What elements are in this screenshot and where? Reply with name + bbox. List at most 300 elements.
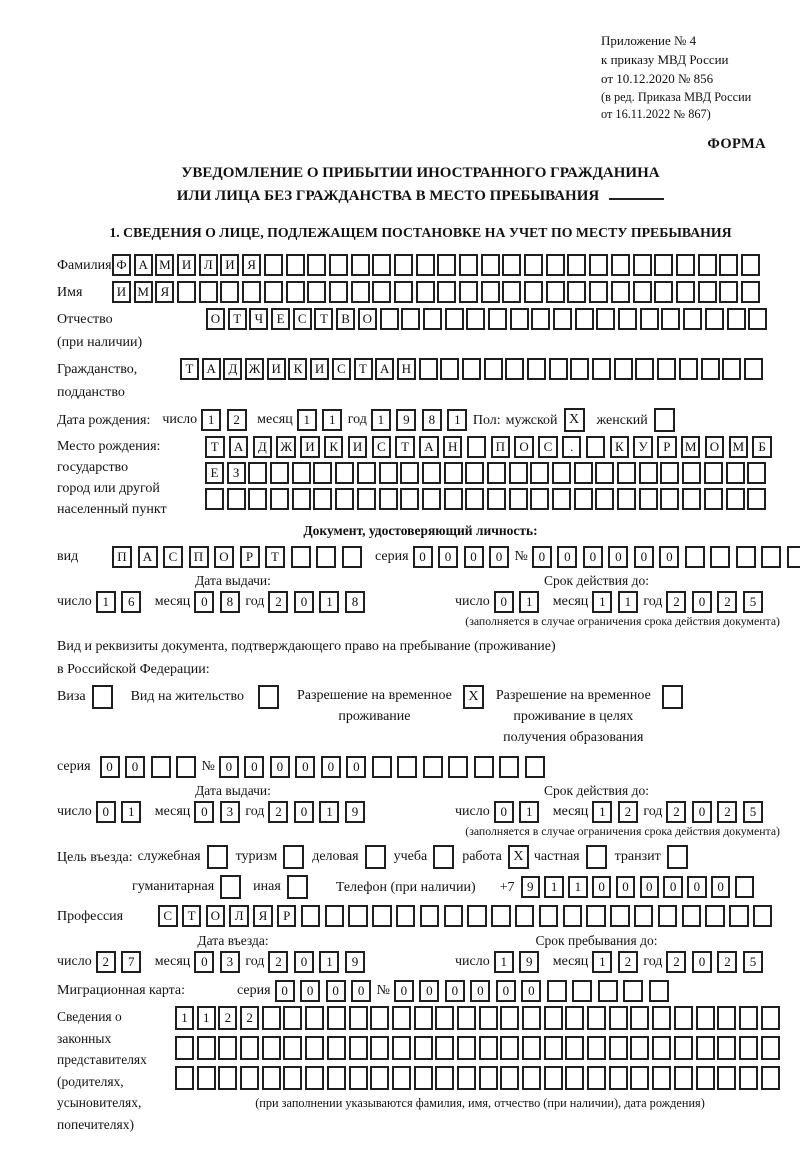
cell[interactable] [487,488,506,510]
cell[interactable]: С [158,905,178,927]
male-checkbox[interactable]: X [564,408,585,432]
cell[interactable]: Т [265,546,285,568]
citizenship-cells[interactable] [180,358,766,380]
cell[interactable] [552,488,571,510]
cell[interactable]: О [206,308,225,330]
cell[interactable] [392,1066,411,1090]
cell[interactable]: 0 [583,546,603,568]
cell[interactable] [524,254,543,276]
cell[interactable] [575,308,594,330]
valid-day-cells[interactable] [494,801,545,823]
cell[interactable] [484,358,503,380]
cell[interactable] [546,254,565,276]
cell[interactable] [370,1066,389,1090]
cell[interactable]: 1 [121,801,141,823]
cell[interactable] [467,905,487,927]
cell[interactable]: Т [395,436,415,458]
cell[interactable] [598,980,618,1002]
cell[interactable] [515,905,535,927]
cell[interactable] [487,462,506,484]
birth-day-cells[interactable] [201,409,252,431]
cell[interactable]: И [267,358,286,380]
cell[interactable] [264,281,283,303]
cell[interactable]: 0 [557,546,577,568]
cell[interactable] [726,462,745,484]
cell[interactable] [444,488,463,510]
issue-month-cells[interactable] [194,591,245,613]
cell[interactable]: 1 [201,409,221,431]
cell[interactable] [544,1066,563,1090]
cell[interactable]: Д [223,358,242,380]
cell[interactable] [640,308,659,330]
cell[interactable] [639,488,658,510]
cell[interactable] [676,281,695,303]
cell[interactable] [500,1006,519,1030]
cell[interactable] [530,462,549,484]
cell[interactable]: 2 [268,801,288,823]
cell[interactable]: М [134,281,153,303]
cell[interactable] [301,905,321,927]
cell[interactable]: 3 [220,951,240,973]
cell[interactable]: 1 [592,951,612,973]
cell[interactable] [739,1006,758,1030]
cell[interactable]: 9 [519,951,539,973]
cell[interactable] [592,358,611,380]
cell[interactable] [701,358,720,380]
cell[interactable] [435,1006,454,1030]
birth-place-row2-cells[interactable] [205,462,776,484]
cell[interactable]: 0 [470,980,490,1002]
cell[interactable] [416,281,435,303]
cell[interactable] [586,905,606,927]
cell[interactable]: И [300,436,320,458]
cell[interactable]: П [112,546,132,568]
cell[interactable] [654,281,673,303]
cell[interactable]: С [332,358,351,380]
profession-cells[interactable] [158,905,777,927]
purpose-checkbox[interactable] [433,845,454,869]
cell[interactable] [396,905,416,927]
cell[interactable] [609,1036,628,1060]
cell[interactable] [397,756,417,778]
cell[interactable]: 0 [96,801,116,823]
cell[interactable] [175,1066,194,1090]
cell[interactable] [634,905,654,927]
cell[interactable] [151,756,171,778]
valid-day-cells[interactable] [494,591,545,613]
valid-month-cells[interactable] [592,801,643,823]
cell[interactable] [199,281,218,303]
cell[interactable] [589,254,608,276]
cell[interactable] [717,1036,736,1060]
cell[interactable]: 0 [634,546,654,568]
cell[interactable]: 0 [194,951,214,973]
cell[interactable] [563,905,583,927]
cell[interactable] [747,462,766,484]
cell[interactable]: И [177,254,196,276]
cell[interactable] [674,1066,693,1090]
entry-year-cells[interactable] [268,951,370,973]
cell[interactable] [459,254,478,276]
cell[interactable]: 1 [297,409,317,431]
cell[interactable] [218,1066,237,1090]
cell[interactable] [423,308,442,330]
cell[interactable]: В [336,308,355,330]
cell[interactable]: Р [657,436,677,458]
cell[interactable] [587,1036,606,1060]
cell[interactable]: 0 [438,546,458,568]
cell[interactable]: 2 [227,409,247,431]
cell[interactable] [242,281,261,303]
cell[interactable]: Л [229,905,249,927]
cell[interactable] [435,1066,454,1090]
cell[interactable]: Е [271,308,290,330]
cell[interactable]: Т [182,905,202,927]
cell[interactable]: 3 [220,801,240,823]
cell[interactable] [587,1006,606,1030]
cell[interactable] [466,308,485,330]
cell[interactable] [372,756,392,778]
cell[interactable]: 0 [489,546,509,568]
cell[interactable]: 0 [592,876,612,898]
cell[interactable]: К [288,358,307,380]
cell[interactable] [685,546,705,568]
cell[interactable] [565,1066,584,1090]
cell[interactable] [609,1066,628,1090]
cell[interactable] [205,488,224,510]
cell[interactable] [682,488,701,510]
cell[interactable]: 5 [743,801,763,823]
cell[interactable]: 2 [717,951,737,973]
cell[interactable] [313,462,332,484]
cell[interactable] [618,308,637,330]
cell[interactable] [437,281,456,303]
cell[interactable]: 8 [220,591,240,613]
cell[interactable] [197,1066,216,1090]
cell[interactable] [392,1006,411,1030]
cell[interactable] [719,281,738,303]
cell[interactable] [422,462,441,484]
cell[interactable]: 0 [659,546,679,568]
cell[interactable]: А [229,436,249,458]
cell[interactable]: 0 [394,980,414,1002]
cell[interactable]: 0 [419,980,439,1002]
cell[interactable] [176,756,196,778]
cell[interactable] [465,488,484,510]
cell[interactable] [400,488,419,510]
cell[interactable]: 1 [319,801,339,823]
cell[interactable]: 0 [294,801,314,823]
cell[interactable]: 0 [692,951,712,973]
cell[interactable] [283,1066,302,1090]
cell[interactable] [481,254,500,276]
cell[interactable]: 1 [618,591,638,613]
cell[interactable]: 1 [544,876,564,898]
visa-checkbox[interactable] [92,685,113,709]
cell[interactable]: 0 [494,801,514,823]
cell[interactable]: 0 [125,756,145,778]
cell[interactable]: 5 [743,591,763,613]
cell[interactable] [414,1036,433,1060]
patronymic-cells[interactable] [206,308,770,330]
cell[interactable] [177,281,196,303]
cell[interactable] [717,1066,736,1090]
cell[interactable] [462,358,481,380]
cell[interactable] [372,281,391,303]
cell[interactable] [270,462,289,484]
cell[interactable] [505,358,524,380]
cell[interactable] [586,436,606,458]
birth-place-row1-cells[interactable] [205,436,776,458]
cell[interactable]: А [375,358,394,380]
cell[interactable]: 2 [96,951,116,973]
cell[interactable]: И [220,254,239,276]
cell[interactable]: Н [443,436,463,458]
cell[interactable] [611,254,630,276]
cell[interactable] [264,254,283,276]
cell[interactable]: Ч [249,308,268,330]
cell[interactable] [589,281,608,303]
cell[interactable] [479,1006,498,1030]
cell[interactable] [676,254,695,276]
cell[interactable] [552,462,571,484]
cell[interactable] [262,1006,281,1030]
cell[interactable] [325,905,345,927]
cell[interactable]: 0 [346,756,366,778]
cell[interactable] [435,1036,454,1060]
cell[interactable]: О [514,436,534,458]
cell[interactable] [549,358,568,380]
cell[interactable] [787,546,800,568]
cell[interactable] [329,254,348,276]
cell[interactable] [197,1036,216,1060]
cell[interactable]: У [633,436,653,458]
cell[interactable]: . [562,436,582,458]
cell[interactable] [481,281,500,303]
cell[interactable] [652,1006,671,1030]
cell[interactable]: 1 [319,951,339,973]
cell[interactable]: Т [180,358,199,380]
temp-residence-education-checkbox[interactable] [662,685,683,709]
cell[interactable] [587,1066,606,1090]
cell[interactable] [500,1066,519,1090]
cell[interactable] [652,1036,671,1060]
cell[interactable]: А [134,254,153,276]
cell[interactable]: 0 [294,591,314,613]
cell[interactable]: 0 [275,980,295,1002]
cell[interactable] [567,281,586,303]
cell[interactable]: 1 [494,951,514,973]
cell[interactable]: С [163,546,183,568]
cell[interactable]: 0 [640,876,660,898]
cell[interactable]: С [538,436,558,458]
issue-year-cells[interactable] [268,801,370,823]
cell[interactable]: 1 [519,591,539,613]
birth-place-row3-cells[interactable] [205,488,776,510]
cell[interactable]: 2 [268,951,288,973]
entry-month-cells[interactable] [194,951,245,973]
cell[interactable]: Б [752,436,772,458]
cell[interactable] [292,462,311,484]
cell[interactable]: 1 [175,1006,194,1030]
cell[interactable] [349,1006,368,1030]
cell[interactable] [423,756,443,778]
cell[interactable]: 0 [464,546,484,568]
cell[interactable] [414,1006,433,1030]
cell[interactable] [674,1036,693,1060]
cell[interactable]: Р [277,905,297,927]
cell[interactable] [683,308,702,330]
cell[interactable]: 1 [519,801,539,823]
purpose-checkbox[interactable] [365,845,386,869]
cell[interactable]: 1 [197,1006,216,1030]
cell[interactable] [370,1036,389,1060]
cell[interactable] [351,254,370,276]
cell[interactable]: 2 [618,951,638,973]
cell[interactable]: 0 [616,876,636,898]
cell[interactable]: 1 [96,591,116,613]
female-checkbox[interactable] [654,408,675,432]
cell[interactable] [574,488,593,510]
cell[interactable] [595,462,614,484]
cell[interactable] [400,462,419,484]
cell[interactable]: К [610,436,630,458]
cell[interactable]: 0 [692,801,712,823]
cell[interactable]: 2 [717,591,737,613]
cell[interactable]: П [189,546,209,568]
cell[interactable]: 1 [447,409,467,431]
cell[interactable] [379,462,398,484]
cell[interactable] [270,488,289,510]
cell[interactable] [611,281,630,303]
cell[interactable] [630,1066,649,1090]
cell[interactable] [674,1006,693,1030]
cell[interactable] [633,254,652,276]
cell[interactable] [610,905,630,927]
cell[interactable]: 0 [445,980,465,1002]
cell[interactable]: И [112,281,131,303]
cell[interactable]: Д [253,436,273,458]
cell[interactable] [488,308,507,330]
purpose-checkbox[interactable] [220,875,241,899]
stay-month-cells[interactable] [592,951,643,973]
cell[interactable] [335,488,354,510]
cell[interactable] [570,358,589,380]
cell[interactable] [649,980,669,1002]
cell[interactable]: Ф [112,254,131,276]
cell[interactable] [416,254,435,276]
cell[interactable] [510,308,529,330]
cell[interactable]: 2 [618,801,638,823]
representatives-row3-cells[interactable] [175,1066,785,1090]
cell[interactable] [565,1006,584,1030]
cell[interactable]: 1 [592,591,612,613]
cell[interactable] [704,462,723,484]
cell[interactable] [286,254,305,276]
birth-year-cells[interactable] [371,409,473,431]
cell[interactable]: 1 [592,801,612,823]
cell[interactable] [761,1006,780,1030]
cell[interactable] [679,358,698,380]
issue-day-cells[interactable] [96,801,147,823]
cell[interactable]: 2 [218,1006,237,1030]
cell[interactable] [414,1066,433,1090]
cell[interactable]: О [705,436,725,458]
cell[interactable] [722,358,741,380]
cell[interactable]: 8 [422,409,442,431]
cell[interactable] [595,488,614,510]
cell[interactable]: И [310,358,329,380]
cell[interactable] [744,358,763,380]
cell[interactable] [696,1036,715,1060]
cell[interactable] [420,905,440,927]
cell[interactable] [531,308,550,330]
cell[interactable] [572,980,592,1002]
cell[interactable]: 0 [663,876,683,898]
representatives-row2-cells[interactable] [175,1036,785,1060]
cell[interactable] [291,546,311,568]
cell[interactable] [698,254,717,276]
cell[interactable] [500,1036,519,1060]
cell[interactable]: А [138,546,158,568]
cell[interactable]: С [372,436,392,458]
cell[interactable]: О [206,905,226,927]
cell[interactable] [307,254,326,276]
surname-cells[interactable] [112,254,763,276]
valid-year-cells[interactable] [666,801,768,823]
cell[interactable]: 0 [194,801,214,823]
cell[interactable] [240,1036,259,1060]
cell[interactable] [357,462,376,484]
cell[interactable] [357,488,376,510]
cell[interactable]: И [348,436,368,458]
cell[interactable] [401,308,420,330]
purpose-checkbox[interactable] [287,875,308,899]
cell[interactable] [248,462,267,484]
cell[interactable] [696,1066,715,1090]
cell[interactable] [379,488,398,510]
cell[interactable] [553,308,572,330]
cell[interactable] [459,281,478,303]
cell[interactable]: З [227,462,246,484]
cell[interactable] [465,462,484,484]
cell[interactable]: 0 [270,756,290,778]
cell[interactable]: 2 [717,801,737,823]
cell[interactable] [596,308,615,330]
cell[interactable]: 1 [322,409,342,431]
cell[interactable]: 0 [295,756,315,778]
cell[interactable] [240,1066,259,1090]
cell[interactable] [335,462,354,484]
cell[interactable] [741,254,760,276]
cell[interactable] [696,1006,715,1030]
purpose-checkbox[interactable]: X [508,845,529,869]
cell[interactable] [736,546,756,568]
cell[interactable]: Я [242,254,261,276]
purpose-checkbox[interactable] [207,845,228,869]
stay-day-cells[interactable] [494,951,545,973]
cell[interactable] [565,1036,584,1060]
issue-year-cells[interactable] [268,591,370,613]
cell[interactable] [305,1066,324,1090]
cell[interactable] [419,358,438,380]
cell[interactable]: К [324,436,344,458]
cell[interactable] [682,462,701,484]
cell[interactable] [509,488,528,510]
valid-year-cells[interactable] [666,591,768,613]
cell[interactable] [422,488,441,510]
cell[interactable]: Е [205,462,224,484]
